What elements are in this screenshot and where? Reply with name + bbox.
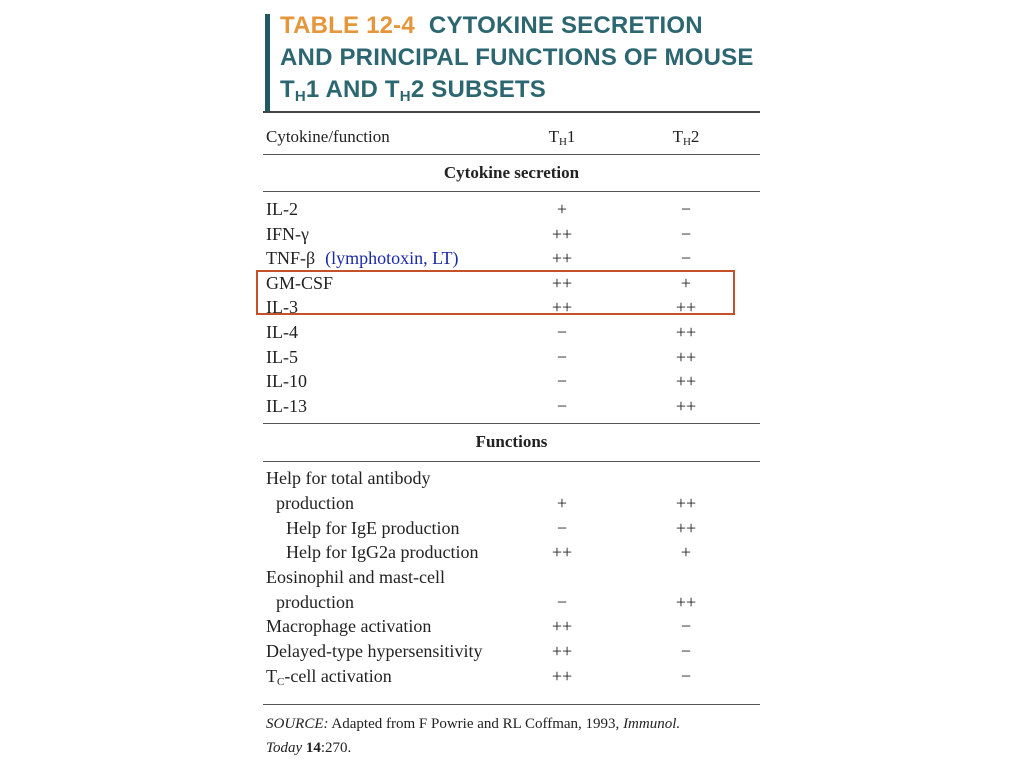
table-row: GM-CSF ++ + xyxy=(266,273,692,293)
table-row: Help for IgE production − ++ xyxy=(286,518,697,538)
table-row: Macrophage activation ++ − xyxy=(266,616,692,636)
section-rule xyxy=(263,423,760,424)
table-title xyxy=(280,10,770,106)
table-row: IL-13 − ++ xyxy=(266,396,697,416)
table-row: IL-5 − ++ xyxy=(266,347,697,367)
table-row: production − ++ xyxy=(276,592,697,612)
table-row: IL-3 ++ ++ xyxy=(266,297,697,317)
table-row: IFN-γ ++ − xyxy=(266,224,692,244)
section-cytokine-secretion: Cytokine secretion xyxy=(443,163,580,182)
column-header-th1: $T_H1$ xyxy=(548,127,576,148)
header-rule xyxy=(263,154,760,155)
table-row: Help for total antibody xyxy=(266,468,431,488)
title-line-3: $T_H1$ AND $T_H2$ SUBSETS xyxy=(280,76,546,105)
top-rule xyxy=(263,111,760,113)
bottom-rule xyxy=(263,704,760,705)
table-row: Delayed-type hypersensitivity ++ − xyxy=(266,641,692,661)
table-row: IL-4 − ++ xyxy=(266,322,697,342)
source-note: SOURCE: Adapted from F Powrie and RL Coffman, 1993, Immunol. Today 14:270. xyxy=(266,716,681,756)
table-row: TNF-β (lymphotoxin, LT) ++ − xyxy=(266,248,692,268)
table-row: IL-10 − ++ xyxy=(266,371,697,391)
highlight-box xyxy=(256,270,735,315)
column-header-th2: $T_H2$ xyxy=(672,127,700,148)
table-row: IL-2 + − xyxy=(266,199,692,219)
table-row: Help for IgG2a production ++ + xyxy=(286,542,692,562)
section-functions: Functions xyxy=(475,432,548,451)
title-accent-bar xyxy=(265,14,270,112)
section-rule xyxy=(263,461,760,462)
table-label: TABLE 12-4 xyxy=(280,12,415,39)
column-header-cytokine: Cytokine/function xyxy=(266,127,390,146)
section-rule xyxy=(263,191,760,192)
title-line-2: AND PRINCIPAL FUNCTIONS OF MOUSE xyxy=(280,44,754,71)
annotation-lymphotoxin: (lymphotoxin, LT) xyxy=(325,248,459,268)
table-row: production + ++ xyxy=(276,493,697,513)
table-row: $T_C$-cell activation ++ − xyxy=(266,666,692,688)
title-line-1: TABLE 12-4 CYTOKINE SECRETION xyxy=(280,12,703,39)
table-row: Eosinophil and mast-cell xyxy=(266,567,445,587)
